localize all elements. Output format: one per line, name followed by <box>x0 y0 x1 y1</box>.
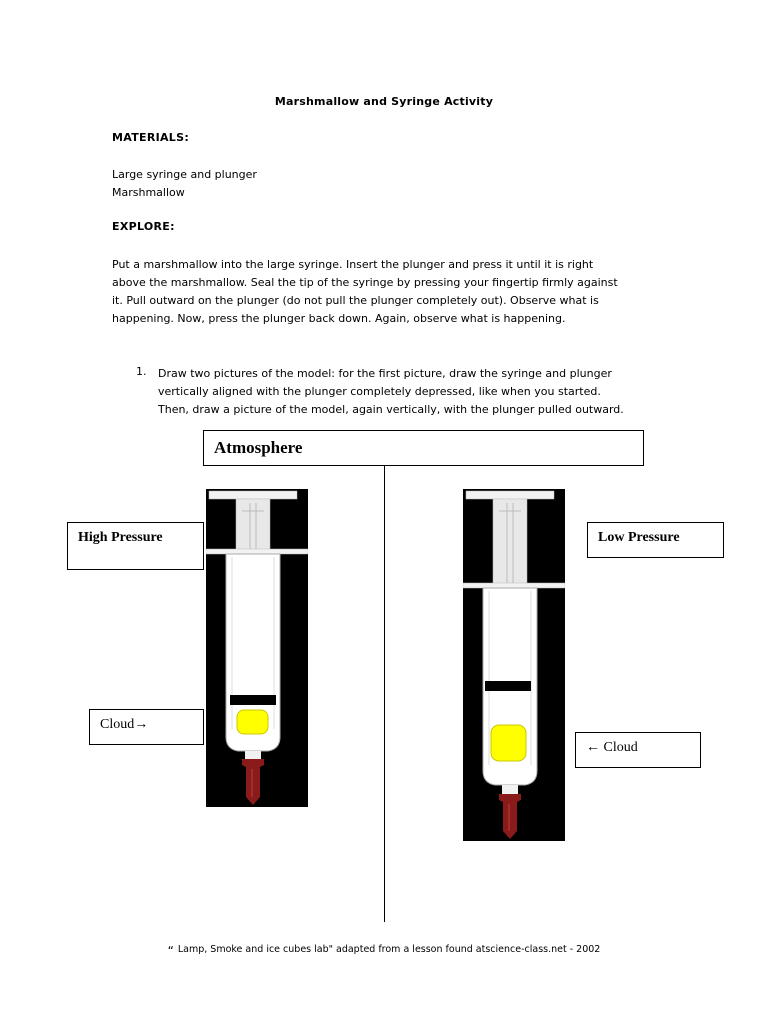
atmosphere-label: Atmosphere <box>203 430 644 466</box>
high-pressure-label: High Pressure <box>67 522 204 570</box>
explore-line: Put a marshmallow into the large syringe. Insert the plunger and press it until it is right <box>112 258 594 271</box>
question-number: 1. <box>136 365 147 378</box>
plunger-rod <box>236 499 270 551</box>
question-text <box>158 365 624 419</box>
explore-heading: EXPLORE: <box>112 220 175 233</box>
plunger-seal <box>230 695 276 705</box>
footer-quote-mark: “ <box>167 944 174 958</box>
cloud-label-left: Cloud→ <box>89 709 204 745</box>
explore-line: it. Pull outward on the plunger (do not pull the plunger completely out). Observe what is <box>112 294 599 307</box>
materials-item: Marshmallow <box>112 186 185 199</box>
materials-item: Large syringe and plunger <box>112 168 257 181</box>
question-line: vertically aligned with the plunger completely depressed, like when you started. <box>158 385 601 398</box>
syringe-depressed-illustration <box>206 489 308 807</box>
footer-citation <box>0 944 768 958</box>
footer-text: Lamp, Smoke and ice cubes lab" adapted from a lesson found atscience-class.net - 2002 <box>177 944 601 955</box>
plunger-rod <box>493 499 527 585</box>
question-line: Draw two pictures of the model: for the first picture, draw the syringe and plunger <box>158 367 612 380</box>
question-line: Then, draw a picture of the model, again vertically, with the plunger pulled outward. <box>158 403 624 416</box>
explore-line: above the marshmallow. Seal the tip of the syringe by pressing your fingertip firmly against <box>112 276 618 289</box>
plunger-cap <box>466 491 554 499</box>
plunger-seal <box>485 681 531 691</box>
barrel-flange <box>206 549 308 554</box>
plunger-cap <box>209 491 297 499</box>
divider-line <box>384 466 385 922</box>
syringe-neck <box>502 785 518 794</box>
materials-heading: MATERIALS: <box>112 131 190 144</box>
cloud-label-right: ← Cloud <box>575 732 701 768</box>
syringe-neck <box>245 751 261 759</box>
page-title: Marshmallow and Syringe Activity <box>274 95 494 108</box>
barrel-flange <box>463 583 565 588</box>
marshmallow <box>491 725 526 761</box>
explore-line: happening. Now, press the plunger back down. Again, observe what is happening. <box>112 312 566 325</box>
marshmallow <box>237 710 268 734</box>
low-pressure-label: Low Pressure <box>587 522 724 558</box>
syringe-pulled-illustration <box>463 489 565 841</box>
